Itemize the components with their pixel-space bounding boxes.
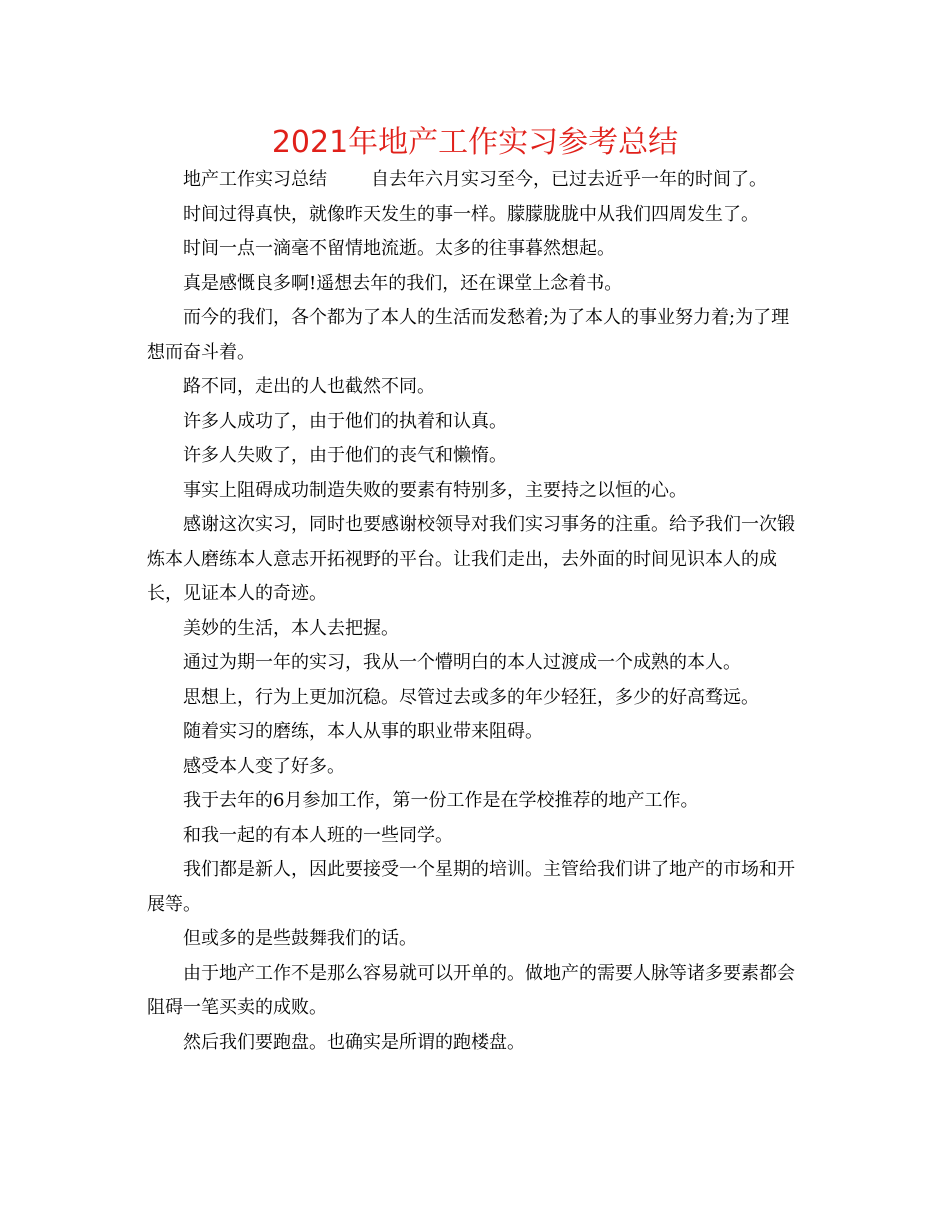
intro-paragraph	[147, 163, 801, 198]
paragraph: 随着实习的磨练，本人从事的职业带来阻碍。	[183, 721, 543, 742]
paragraph: 但或多的是些鼓舞我们的话。	[183, 928, 417, 949]
paragraph: 我们都是新人，因此要接受一个星期的培训。主管给我们讲了地产的市场和开展等。	[147, 859, 795, 915]
intro-text: 自去年六月实习至今，已过去近乎一年的时间了。	[371, 169, 767, 190]
paragraph: 通过为期一年的实习，我从一个懵明白的本人过渡成一个成熟的本人。	[183, 652, 741, 673]
paragraph: 感受本人变了好多。	[183, 755, 345, 777]
paragraph: 时间过得真快，就像昨天发生的事一样。朦朦胧胧中从我们四周发生了。	[183, 203, 759, 225]
paragraph: 许多人成功了，由于他们的执着和认真。	[183, 410, 507, 432]
paragraph: 时间一点一滴毫不留情地流逝。太多的往事暮然想起。	[183, 238, 615, 259]
paragraph: 而今的我们，各个都为了本人的生活而发愁着;为了本人的事业努力着;为了理想而奋斗着。	[147, 307, 790, 363]
paragraph: 美妙的生活，本人去把握。	[183, 617, 399, 639]
document-title: 2021年地产工作实习参考总结	[271, 125, 679, 160]
paragraph: 事实上阻碍成功制造失败的要素有特别多，主要持之以恒的心。	[183, 479, 687, 501]
paragraph: 我于去年的6月参加工作，第一份工作是在学校推荐的地产工作。	[183, 790, 699, 811]
paragraph: 真是感慨良多啊!遥想去年的我们，还在课堂上念着书。	[183, 272, 623, 294]
paragraph: 许多人失败了，由于他们的丧气和懒惰。	[183, 445, 507, 466]
paragraph: 感谢这次实习，同时也要感谢校领导对我们实习事务的注重。给予我们一次锻炼本人磨练本人意志开拓视野的平台。让我们走出，去外面的时间见识本人的成长，见证本人的奇迹。	[147, 514, 795, 604]
paragraph: 然后我们要跑盘。也确实是所谓的跑楼盘。	[183, 1031, 525, 1053]
intro-label: 地产工作实习总结	[183, 169, 327, 190]
paragraph: 由于地产工作不是那么容易就可以开单的。做地产的需要人脉等诸多要素都会阻碍一笔买卖的成败。	[147, 962, 795, 1018]
paragraph: 思想上，行为上更加沉稳。尽管过去或多的年少轻狂，多少的好高骛远。	[183, 686, 759, 708]
paragraph: 和我一起的有本人班的一些同学。	[183, 824, 453, 846]
document-body	[147, 163, 801, 1060]
paragraph: 路不同，走出的人也截然不同。	[183, 376, 435, 397]
